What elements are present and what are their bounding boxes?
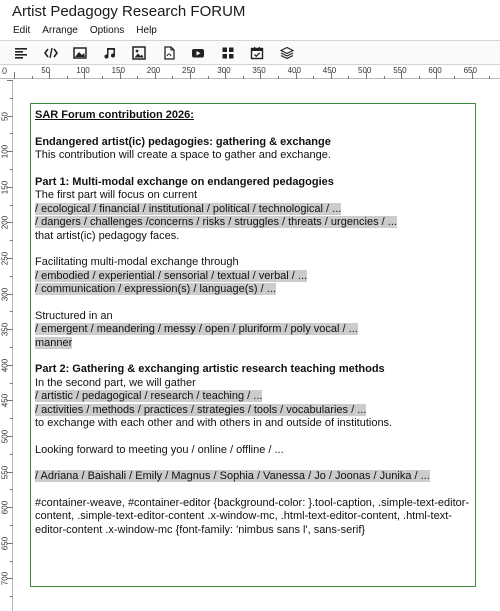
structured-highlight: / emergent / meandering / messy / open / pluriform / poly vocal / ... <box>35 323 358 335</box>
music-note-icon <box>103 46 117 60</box>
ruler-tick <box>10 418 13 419</box>
part2-line1: In the second part, we will gather <box>35 376 196 389</box>
ruler-tick <box>313 76 314 79</box>
ruler-tick <box>10 489 13 490</box>
ruler-tick <box>208 76 209 79</box>
video-button[interactable] <box>187 43 209 63</box>
participant-names: / Adriana / Baishali / Emily / Magnus / Sophia / Vanessa / Jo / Joonas / Junika / ... <box>35 470 430 482</box>
ruler-label: 500 <box>358 66 372 75</box>
ruler-tick <box>10 205 13 206</box>
ruler-tick <box>10 525 13 526</box>
facilitating-highlight-2: / communication / expression(s) / language(s) / ... <box>35 283 276 295</box>
menu-options[interactable]: Options <box>89 25 125 36</box>
vertical-ruler <box>0 80 13 611</box>
ruler-label: 650 <box>463 66 477 75</box>
pdf-button[interactable] <box>158 43 180 63</box>
ruler-label: 550 <box>0 465 10 479</box>
ruler-tick <box>10 347 13 348</box>
layers-icon <box>280 46 294 60</box>
ruler-tick <box>10 276 13 277</box>
ruler-label: 700 <box>0 572 10 586</box>
video-play-icon <box>191 46 205 60</box>
facilitating-highlight-1: / embodied / experiential / sensorial / textual / verbal / ... <box>35 269 308 282</box>
part2-highlight-1: / artistic / pedagogical / research / teaching / ... <box>35 390 263 402</box>
ruler-label: 200 <box>0 216 10 230</box>
structured-line: Structured in an <box>35 309 113 322</box>
ruler-label: 300 <box>217 66 231 75</box>
ruler-tick <box>454 76 455 79</box>
ruler-label: 250 <box>182 66 196 75</box>
image-icon <box>73 46 87 60</box>
toolbar <box>0 40 500 65</box>
ruler-label: 100 <box>76 66 90 75</box>
css-text-block: #container-weave, #container-editor {background-color: }.tool-caption, .simple-text-editor-content, .simple-text-editor-content .x-window-mc, .html-text-editor-content, .html-text-editor-content .x-window-mc {font-family: 'nimbus sans l', sans-serif} <box>35 496 470 536</box>
ruler-tick <box>7 80 13 81</box>
ruler-tick <box>489 76 490 79</box>
ruler-label: 100 <box>0 145 10 159</box>
contribution-subtitle: Endangered artist(ic) pedagogies: gathering & exchange <box>35 135 331 148</box>
intro-text: This contribution will create a space to gather and exchange. <box>35 149 331 161</box>
ruler-tick <box>10 311 13 312</box>
ruler-label: 600 <box>428 66 442 75</box>
ruler-tick <box>384 76 385 79</box>
horizontal-ruler <box>0 66 500 79</box>
app-title: Artist Pedagogy Research FORUM <box>12 3 246 20</box>
ruler-label: 200 <box>146 66 161 75</box>
music-button[interactable] <box>99 43 121 63</box>
ruler-tick <box>10 454 13 455</box>
part2-line2: to exchange with each other and with others in and outside of institutions. <box>35 417 393 429</box>
ruler-label: 300 <box>0 287 10 301</box>
ruler-tick <box>137 76 138 79</box>
part2-title: Part 2: Gathering & exchanging artistic research teaching methods <box>35 363 385 375</box>
closing-line: Looking forward to meeting you / online / offline / ... <box>35 443 284 456</box>
ruler-tick <box>10 240 13 241</box>
ruler-tick <box>278 76 279 79</box>
ruler-tick <box>419 76 420 79</box>
ruler-origin-label: 0 <box>2 66 8 76</box>
ruler-label: 400 <box>287 66 301 75</box>
ruler-label: 650 <box>0 536 10 550</box>
code-button[interactable] <box>40 43 62 63</box>
calendar-button[interactable] <box>246 43 268 63</box>
ruler-label: 450 <box>0 394 10 408</box>
ruler-label: 450 <box>322 66 337 75</box>
menu-arrange[interactable]: Arrange <box>42 25 78 36</box>
ruler-tick <box>172 76 173 79</box>
ruler-tick <box>14 72 15 79</box>
ruler-label: 600 <box>0 501 10 515</box>
align-left-button[interactable] <box>10 43 32 63</box>
facilitating-line: Facilitating multi-modal exchange through <box>35 256 239 268</box>
part1-line1: The first part will focus on current <box>35 189 198 201</box>
part1-highlight-2: / dangers / challenges /concerns / risks / struggles / threats / urgencies / ... <box>35 216 397 228</box>
ruler-label: 550 <box>393 66 407 75</box>
ruler-label: 250 <box>0 251 10 266</box>
code-icon <box>44 46 58 60</box>
ruler-tick <box>348 76 349 79</box>
part1-line2: that artist(ic) pedagogy faces. <box>35 229 180 242</box>
align-left-icon <box>14 46 28 60</box>
ruler-tick <box>10 98 13 99</box>
calendar-check-icon <box>250 46 264 60</box>
ruler-tick <box>10 383 13 384</box>
ruler-label: 150 <box>111 66 125 75</box>
part1-title: Part 1: Multi-modal exchange on endangered pedagogies <box>35 175 334 188</box>
part2-highlight-2: / activities / methods / practices / strategies / tools / vocabularies / ... <box>35 403 367 416</box>
ruler-tick <box>32 76 33 79</box>
menu-edit[interactable]: Edit <box>13 25 31 36</box>
contribution-heading: SAR Forum contribution 2026: <box>35 109 194 121</box>
ruler-label: 150 <box>0 180 10 194</box>
ruler-tick <box>10 133 13 134</box>
ruler-tick <box>67 76 68 79</box>
ruler-tick <box>10 561 13 562</box>
ruler-label: 50 <box>41 66 51 75</box>
ruler-tick <box>102 76 103 79</box>
grid-button[interactable] <box>217 43 239 63</box>
ruler-label: 350 <box>0 323 10 337</box>
ruler-tick <box>10 169 13 170</box>
ruler-label: 350 <box>252 66 266 75</box>
pdf-file-icon <box>162 46 176 60</box>
ruler-label: 400 <box>0 358 10 372</box>
menu-bar <box>0 23 500 39</box>
picture-frame-icon <box>132 46 146 60</box>
menu-help[interactable]: Help <box>136 25 157 36</box>
layers-button[interactable] <box>276 43 298 63</box>
text-editor-box[interactable] <box>30 103 476 587</box>
grid-icon <box>221 46 235 60</box>
picture-frame-button[interactable] <box>128 43 150 63</box>
title-bar <box>0 0 500 22</box>
ruler-tick <box>10 596 13 597</box>
ruler-tick <box>243 76 244 79</box>
part1-highlight-1: / ecological / financial / institutional / political / technological / ... <box>35 202 342 215</box>
ruler-label: 500 <box>0 429 10 444</box>
image-button[interactable] <box>69 43 91 63</box>
ruler-label: 50 <box>0 111 10 121</box>
structured-manner: manner <box>35 336 73 349</box>
